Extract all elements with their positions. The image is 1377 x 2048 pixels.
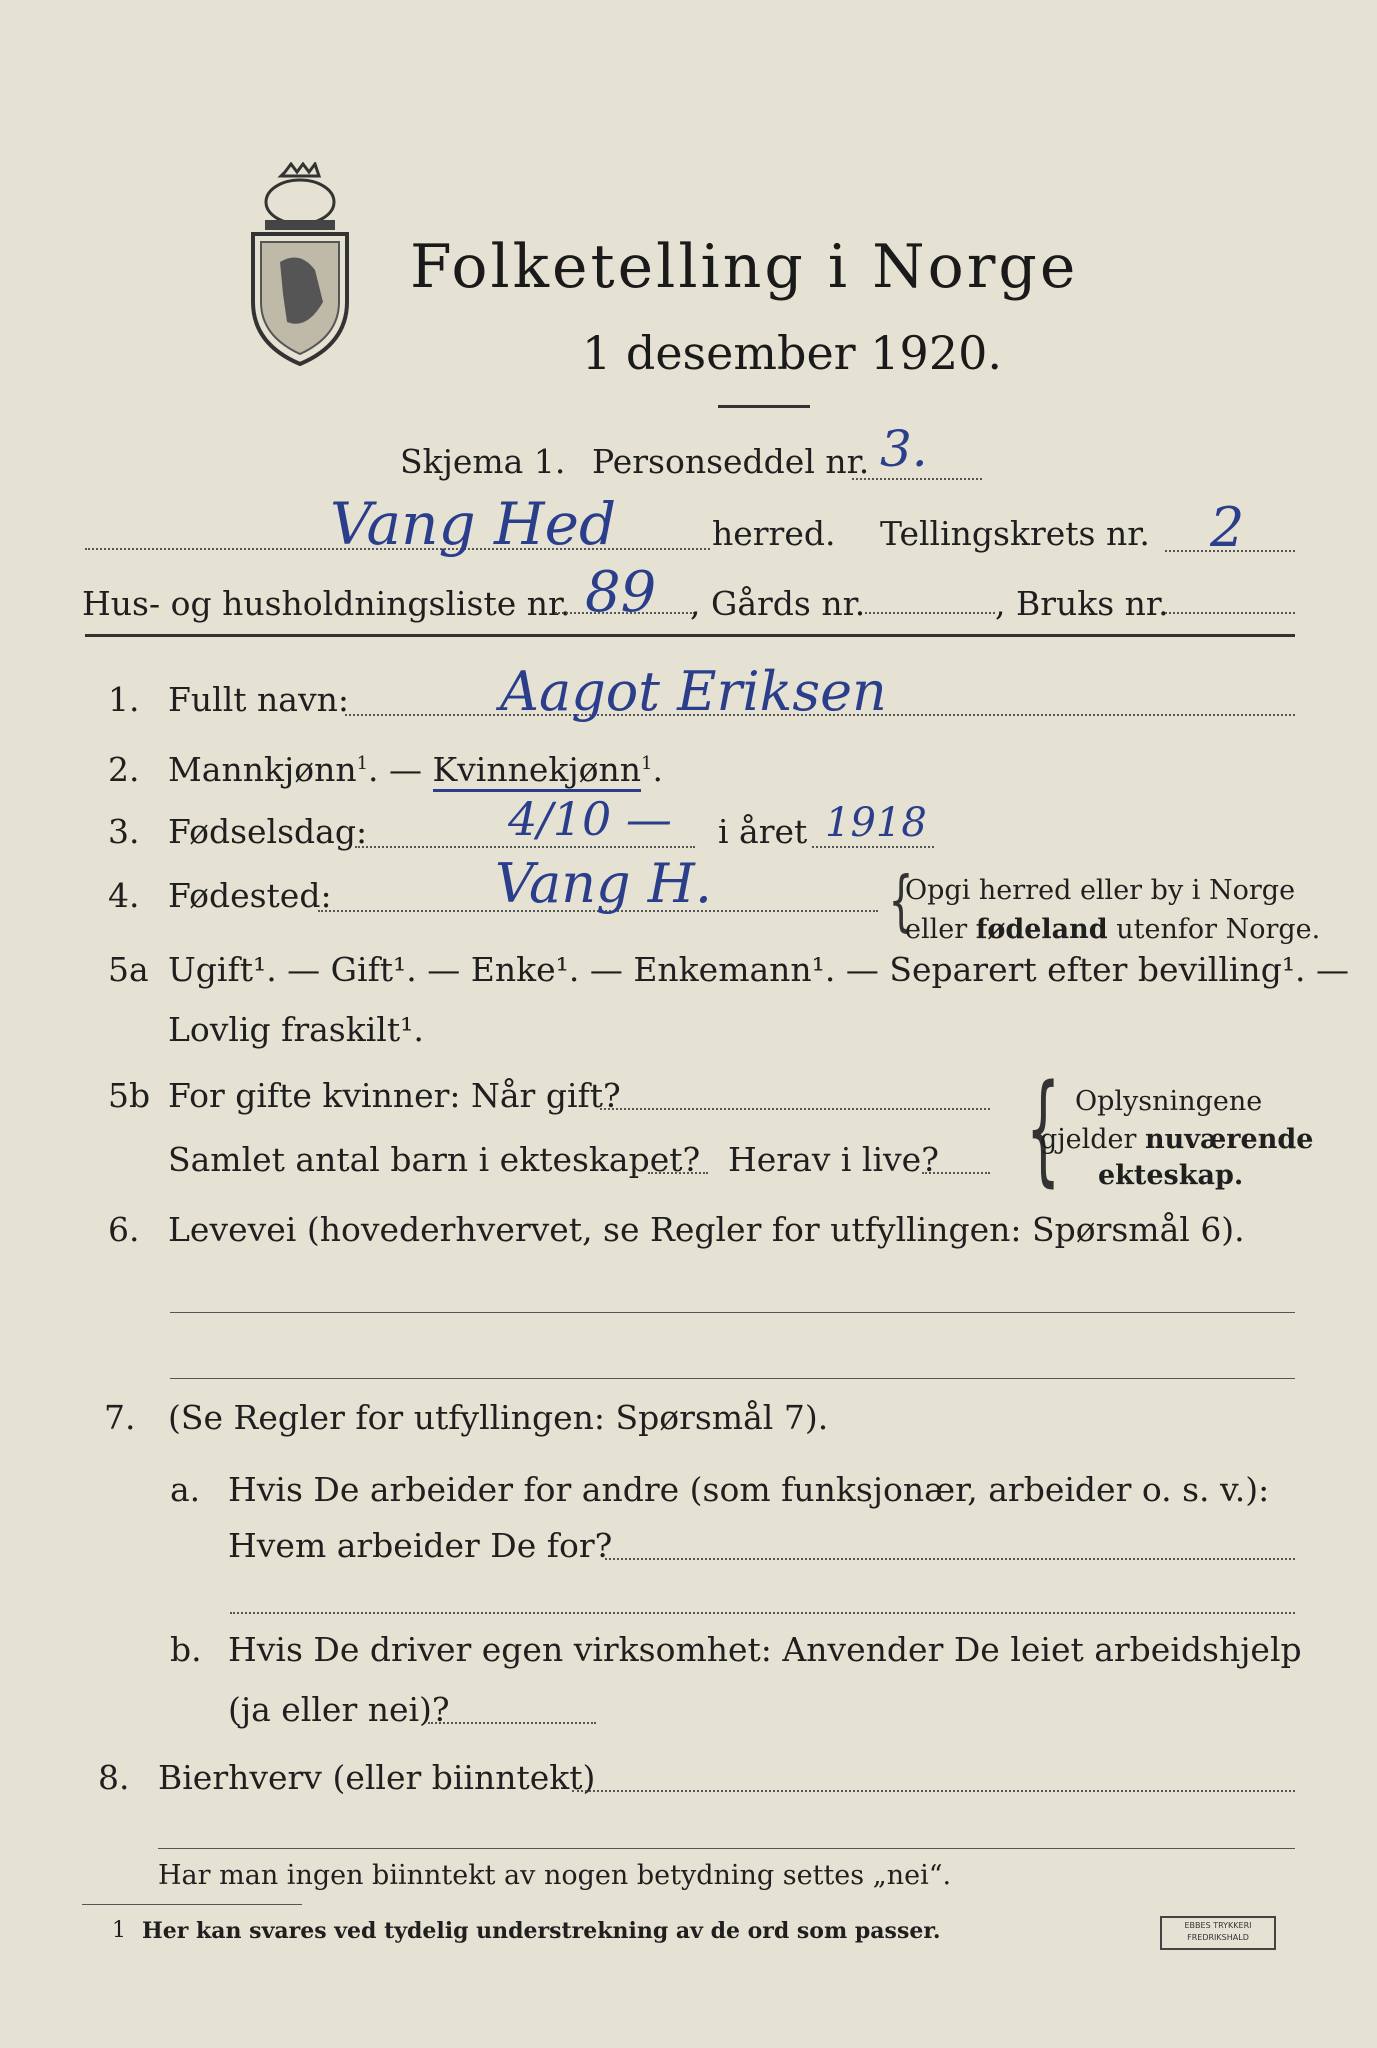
q1-label: Fullt navn: bbox=[168, 680, 349, 719]
q4-note-line1: Opgi herred eller by i Norge bbox=[905, 875, 1296, 906]
schema-label: Skjema 1. bbox=[400, 442, 566, 481]
bruks-field-line bbox=[1165, 612, 1295, 614]
q2-number: 2. bbox=[108, 750, 140, 789]
personseddel-label: Personseddel nr. bbox=[592, 442, 870, 481]
q3-field-line bbox=[355, 846, 695, 848]
q8-label: Bierhverv (eller biinntekt) bbox=[158, 1758, 596, 1797]
q3-year-label: i året bbox=[718, 812, 808, 851]
q7a-field-line2 bbox=[230, 1612, 1295, 1614]
printer-stamp-line1: EBBES TRYKKERI bbox=[1184, 1921, 1252, 1930]
q7a-line2: Hvem arbeider De for? bbox=[228, 1526, 613, 1565]
q5b-line2b: Herav i live? bbox=[728, 1140, 939, 1179]
q1-number: 1. bbox=[108, 680, 140, 719]
tellingskrets-label: Tellingskrets nr. bbox=[880, 514, 1150, 553]
q4-note2-a: eller bbox=[905, 914, 976, 945]
q5a-line1: Ugift¹. — Gift¹. — Enke¹. — Enkemann¹. — Separert efter bevilling¹. — bbox=[168, 950, 1350, 989]
q3-value: 4/10 — bbox=[508, 792, 672, 846]
q7b-line1: Hvis De driver egen virksomhet: Anvender De leiet arbeidshjelp bbox=[228, 1630, 1302, 1669]
q6-label: Levevei (hovederhvervet, se Regler for utfyllingen: Spørsmål 6). bbox=[168, 1210, 1245, 1249]
q7a-field-line bbox=[605, 1558, 1295, 1560]
q8-number: 8. bbox=[98, 1758, 130, 1797]
q2-end: . bbox=[652, 750, 663, 789]
bruks-label: , Bruks nr. bbox=[995, 584, 1169, 623]
q5b-barn-field-line bbox=[648, 1172, 708, 1174]
coat-of-arms-icon bbox=[245, 162, 355, 368]
q4-brace: { bbox=[888, 862, 914, 939]
q2-kvinne: Kvinnekjønn bbox=[433, 750, 642, 792]
q2-sep: . — bbox=[368, 750, 433, 789]
page-title: Folketelling i Norge bbox=[410, 232, 1079, 302]
q5b-line2a: Samlet antal barn i ekteskapet? bbox=[168, 1140, 701, 1179]
q7b-field-line bbox=[428, 1722, 596, 1724]
q7-number: 7. bbox=[104, 1398, 136, 1437]
q3-year-field-line bbox=[812, 846, 934, 848]
hus-value: 89 bbox=[585, 560, 657, 625]
herred-value: Vang Hed bbox=[330, 490, 617, 558]
q4-number: 4. bbox=[108, 876, 140, 915]
q5b-brace: { bbox=[1025, 1060, 1061, 1199]
q2-text bbox=[168, 750, 663, 789]
q5b-live-field-line bbox=[922, 1172, 990, 1174]
q7a-line1: Hvis De arbeider for andre (som funksjonær, arbeider o. s. v.): bbox=[228, 1470, 1270, 1509]
footnote-number: 1 bbox=[112, 1918, 126, 1943]
q3-year-value: 1918 bbox=[825, 800, 927, 846]
q4-note2-b: fødeland bbox=[975, 914, 1108, 945]
q6-answer-line2 bbox=[170, 1378, 1295, 1379]
q5b-line1: For gifte kvinner: Når gift? bbox=[168, 1076, 621, 1115]
q5b-number: 5b bbox=[108, 1076, 151, 1115]
q4-label: Fødested: bbox=[168, 876, 332, 915]
footnote-divider bbox=[82, 1904, 302, 1905]
footnote-text: Her kan svares ved tydelig understrekning av de ord som passer. bbox=[142, 1918, 941, 1944]
tellingskrets-value: 2 bbox=[1210, 496, 1245, 559]
printer-stamp bbox=[1160, 1916, 1276, 1950]
q4-note2-c: utenfor Norge. bbox=[1107, 914, 1321, 945]
q5a-line2: Lovlig fraskilt¹. bbox=[168, 1010, 424, 1049]
q8-answer-line bbox=[158, 1848, 1295, 1849]
herred-label: herred. bbox=[712, 514, 836, 553]
q5b-note2b: nuværende bbox=[1145, 1124, 1314, 1155]
q2-mann: Mannkjønn bbox=[168, 750, 357, 789]
footer-note: Har man ingen biinntekt av nogen betydning settes „nei“. bbox=[158, 1860, 952, 1891]
title-divider bbox=[718, 405, 810, 408]
q8-field-line bbox=[572, 1790, 1295, 1792]
q2-sup1: 1 bbox=[356, 753, 369, 774]
hus-label: Hus- og husholdningsliste nr. bbox=[82, 584, 571, 623]
q5b-note1: Oplysningene bbox=[1075, 1086, 1263, 1117]
q3-number: 3. bbox=[108, 812, 140, 851]
q6-answer-line1 bbox=[170, 1312, 1295, 1313]
q5a-number: 5a bbox=[108, 950, 149, 989]
q3-label: Fødselsdag: bbox=[168, 812, 368, 851]
q2-sup2: 1 bbox=[641, 753, 653, 774]
printer-stamp-line2: FREDRIKSHALD bbox=[1187, 1933, 1249, 1942]
header-divider bbox=[85, 634, 1295, 637]
q6-number: 6. bbox=[108, 1210, 140, 1249]
q7b-line2: (ja eller nei)? bbox=[228, 1690, 450, 1729]
personseddel-value: 3. bbox=[880, 420, 928, 478]
personseddel-field-line bbox=[852, 478, 982, 480]
census-date: 1 desember 1920. bbox=[582, 326, 1002, 380]
q5b-note2 bbox=[1040, 1124, 1313, 1155]
q5b-gift-field-line bbox=[600, 1108, 990, 1110]
q7a-number: a. bbox=[170, 1470, 201, 1509]
gards-label: , Gårds nr. bbox=[690, 584, 866, 623]
gards-field-line bbox=[865, 612, 995, 614]
q4-note-line2 bbox=[905, 914, 1320, 945]
q5b-note2a: gjelder bbox=[1040, 1124, 1146, 1155]
q4-value: Vang H. bbox=[495, 852, 713, 915]
q7b-number: b. bbox=[170, 1630, 202, 1669]
q1-value: Aagot Eriksen bbox=[500, 660, 887, 723]
q7-label: (Se Regler for utfyllingen: Spørsmål 7). bbox=[168, 1398, 829, 1437]
q5b-note3: ekteskap. bbox=[1098, 1160, 1244, 1191]
